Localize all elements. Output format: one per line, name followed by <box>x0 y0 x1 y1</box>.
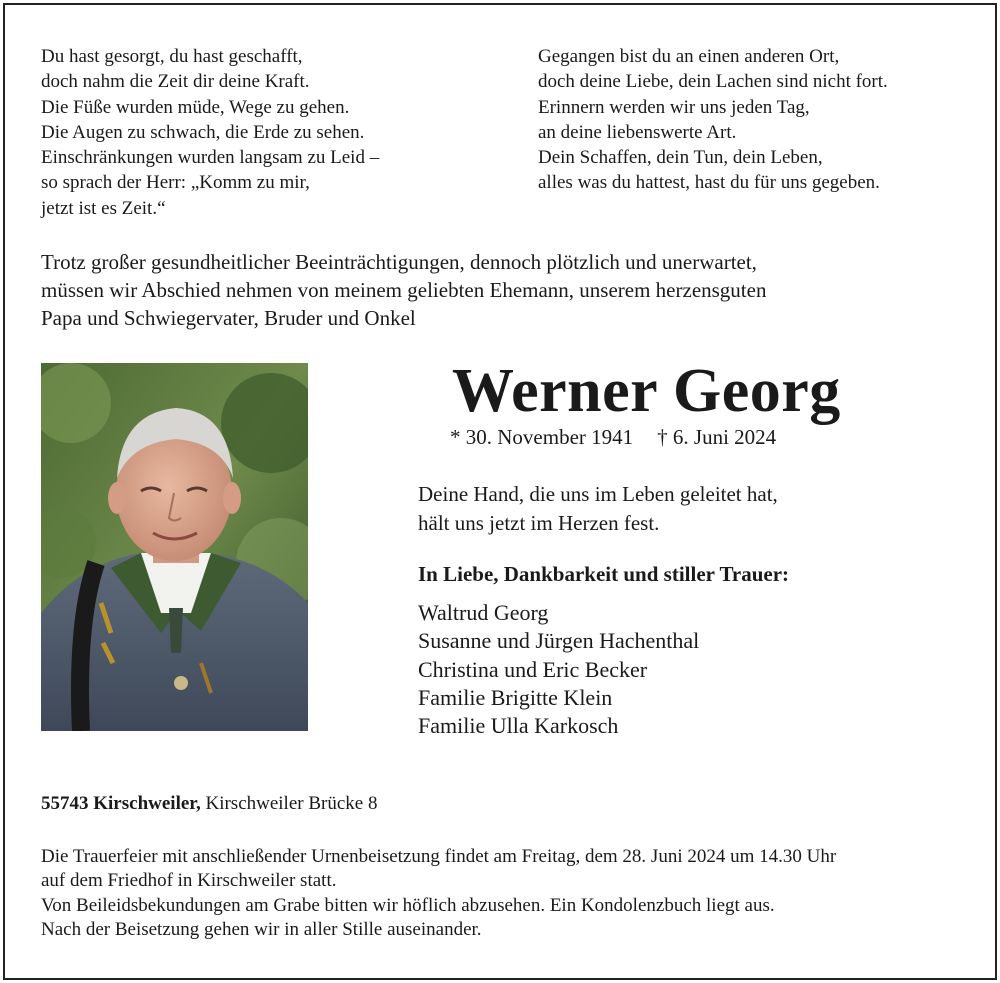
funeral-line: auf dem Friedhof in Kirschweiler statt. <box>41 870 337 892</box>
funeral-line: Von Beileidsbekundungen am Grabe bitten wir höflich abzusehen. Ein Kondolenzbuch liegt aus. <box>41 894 775 916</box>
mourner: Christina und Eric Becker <box>418 656 648 682</box>
poem-line: jetzt ist es Zeit.“ <box>41 197 166 219</box>
mourner: Waltrud Georg <box>418 600 549 625</box>
quote-line: hält uns jetzt im Herzen fest. <box>418 511 660 535</box>
funeral-line: Nach der Beisetzung gehen wir in aller Stille auseinander. <box>41 918 482 940</box>
poem-line: Dein Schaffen, dein Tun, dein Leben, <box>538 147 823 169</box>
mourners-list <box>418 599 699 740</box>
mourning-heading: In Liebe, Dankbarkeit und stiller Trauer: <box>418 562 790 586</box>
mourner: Familie Ulla Karkosch <box>418 713 619 739</box>
intro-line: Papa und Schwiegervater, Bruder und Onkel <box>41 306 416 330</box>
funeral-info <box>41 845 836 942</box>
poem-line: doch nahm die Zeit dir deine Kraft. <box>41 71 310 93</box>
memorial-quote <box>418 480 778 538</box>
poem-right <box>538 44 888 196</box>
mourner: Familie Brigitte Klein <box>418 684 613 710</box>
deceased-name: Werner Georg <box>452 357 841 425</box>
poem-line: doch deine Liebe, dein Lachen sind nicht fort. <box>538 71 888 93</box>
poem-line: so sprach der Herr: „Komm zu mir, <box>41 172 310 194</box>
portrait-photo <box>41 363 308 731</box>
address-street: Kirschweiler Brücke 8 <box>205 793 378 814</box>
poem-line: an deine liebenswerte Art. <box>538 121 737 143</box>
poem-line: Du hast gesorgt, du hast geschafft, <box>41 46 303 67</box>
quote-line: Deine Hand, die uns im Leben geleitet hat, <box>418 482 778 506</box>
intro-line: Trotz großer gesundheitlicher Beeinträchtigungen, dennoch plötzlich und unerwartet, <box>41 250 757 274</box>
poem-line: Erinnern werden wir uns jeden Tag, <box>538 96 810 118</box>
address-city: 55743 Kirschweiler, <box>41 793 201 814</box>
intro-text <box>41 248 961 332</box>
poem-left <box>41 44 379 221</box>
poem-line: Einschränkungen wurden langsam zu Leid – <box>41 147 380 169</box>
poem-line: Gegangen bist du an einen anderen Ort, <box>538 46 840 67</box>
mourner: Susanne und Jürgen Hachenthal <box>418 628 700 654</box>
poem-line: Die Füße wurden müde, Wege zu gehen. <box>41 96 350 118</box>
intro-line: müssen wir Abschied nehmen von meinem geliebten Ehemann, unserem herzensguten <box>41 278 767 302</box>
poem-line: alles was du hattest, hast du für uns gegeben. <box>538 172 880 194</box>
death-date: † 6. Juni 2024 <box>657 425 777 449</box>
poem-line: Die Augen zu schwach, die Erde zu sehen. <box>41 121 365 143</box>
birth-date: * 30. November 1941 <box>450 425 634 449</box>
family-address <box>41 793 377 815</box>
funeral-line: Die Trauerfeier mit anschließender Urnenbeisetzung findet am Freitag, dem 28. Juni 2024 um 14.30 Uhr <box>41 846 837 867</box>
life-dates <box>450 425 776 450</box>
portrait-illustration <box>41 363 308 731</box>
